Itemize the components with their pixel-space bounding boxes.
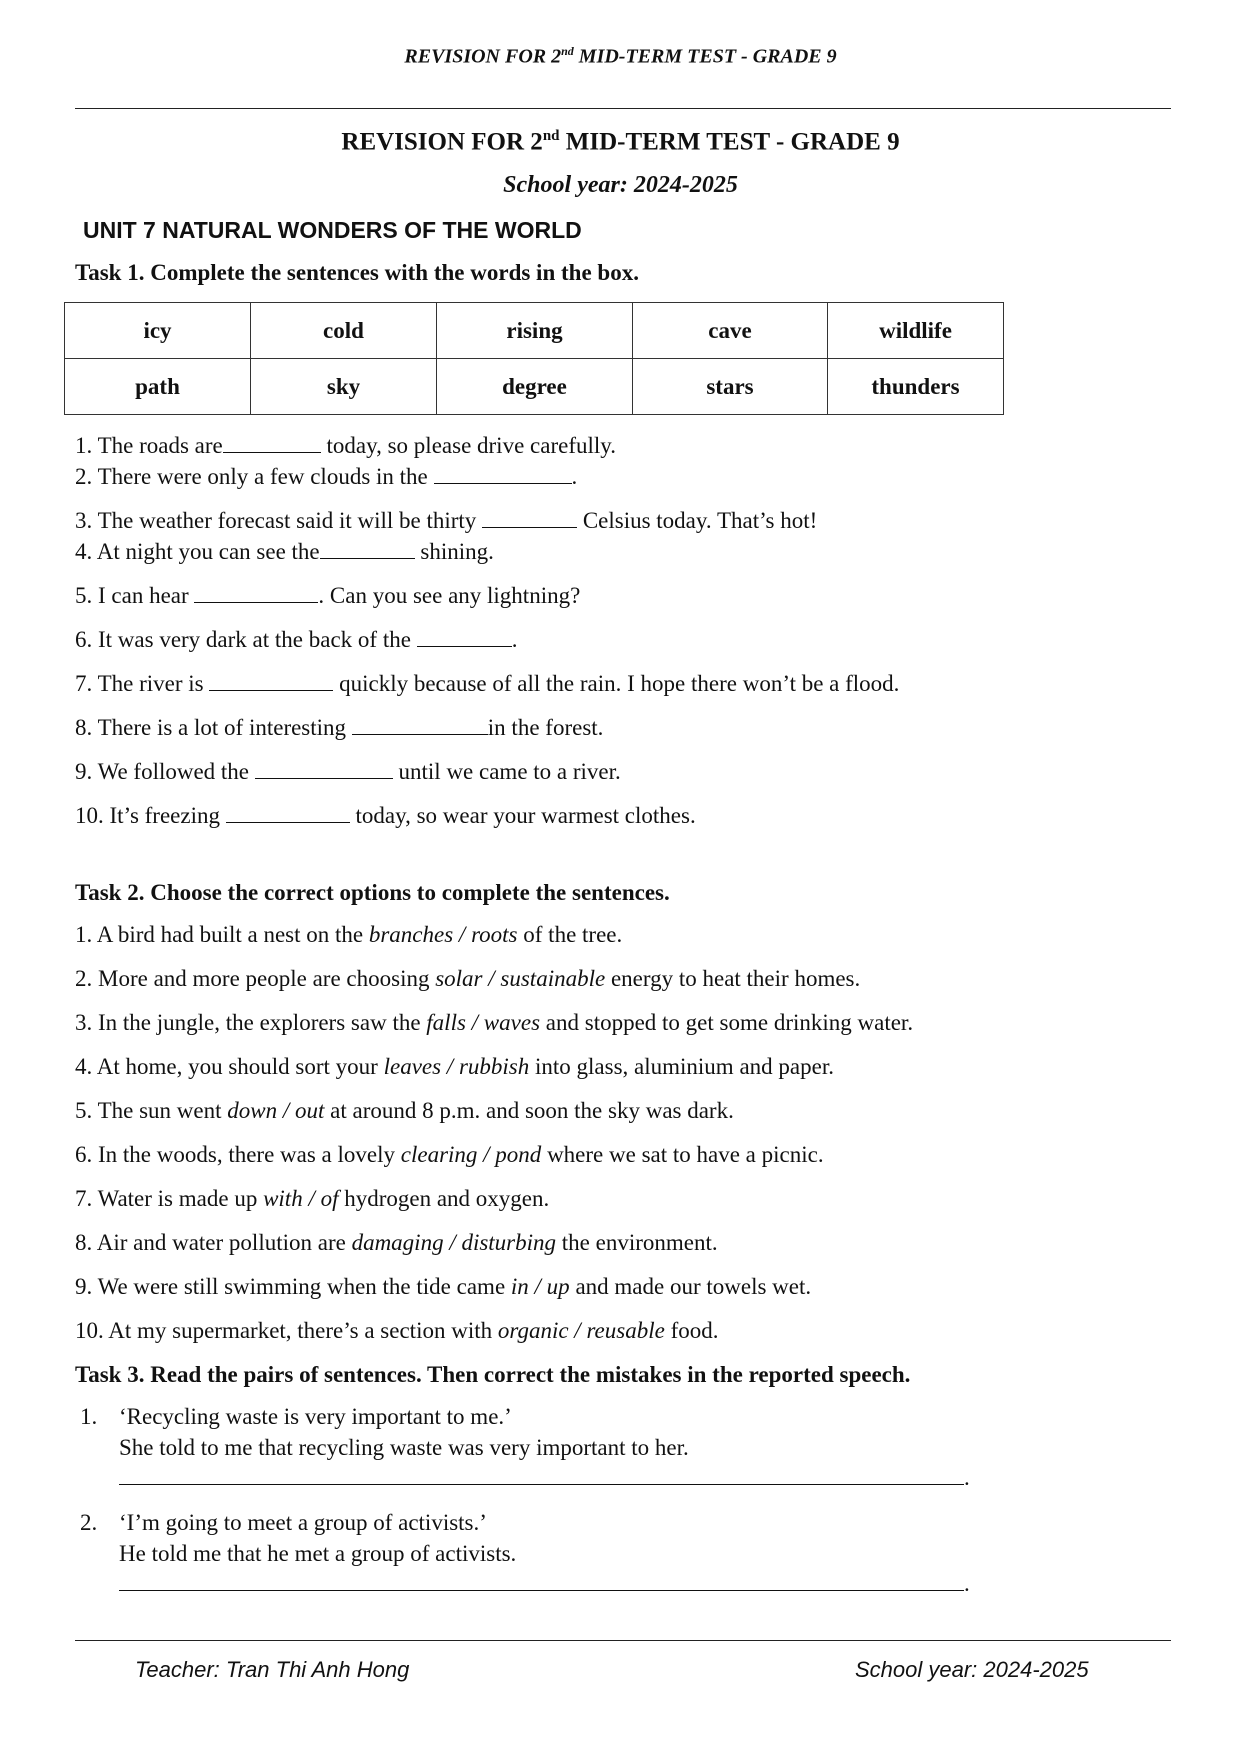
footer-rule [75,1640,1171,1641]
task3-answer-line: . [119,1464,970,1491]
answer-blank[interactable] [209,672,333,691]
word-cell: rising [437,303,633,359]
option-choice[interactable]: organic / reusable [497,1318,665,1343]
task1-item: 9. We followed the until we came to a river. [75,759,621,784]
running-header: REVISION FOR 2nd MID-TERM TEST - GRADE 9 [404,44,837,68]
unit-heading: UNIT 7 NATURAL WONDERS OF THE WORLD [83,217,582,243]
answer-blank[interactable] [255,760,393,779]
word-cell: degree [437,359,633,415]
task1-heading: Task 1. Complete the sentences with the words in the box. [75,260,639,285]
task2-item: 5. The sun went down / out at around 8 p.m. and soon the sky was dark. [75,1098,734,1123]
task1-item: 3. The weather forecast said it will be thirty Celsius today. That’s hot! [75,508,818,533]
answer-blank[interactable] [223,434,321,453]
option-choice[interactable]: with / of [263,1186,339,1211]
task1-item: 8. There is a lot of interesting in the forest. [75,715,604,740]
word-box [64,302,1004,415]
task2-item: 4. At home, you should sort your leaves / rubbish into glass, aluminium and paper. [75,1054,834,1079]
option-choice[interactable]: down / out [227,1098,325,1123]
option-choice[interactable]: branches / roots [368,922,518,947]
word-box-row [65,303,1004,359]
word-cell: cold [251,303,437,359]
answer-blank[interactable] [434,465,572,484]
option-choice[interactable]: clearing / pond [400,1142,542,1167]
word-cell: icy [65,303,251,359]
header-rule [75,108,1171,109]
task1-item: 6. It was very dark at the back of the . [75,627,518,652]
answer-blank[interactable] [417,628,512,647]
task2-heading: Task 2. Choose the correct options to complete the sentences. [75,880,670,905]
option-choice[interactable]: falls / waves [426,1010,541,1035]
option-choice[interactable]: solar / sustainable [435,966,606,991]
word-box-row [65,359,1004,415]
task3-quote: ‘Recycling waste is very important to me.’ [119,1404,512,1429]
task1-item: 4. At night you can see the shining. [75,539,494,564]
task2-item: 2. More and more people are choosing solar / sustainable energy to heat their homes. [75,966,861,991]
word-cell: cave [633,303,828,359]
option-choice[interactable]: in / up [510,1274,570,1299]
task2-item: 7. Water is made up with / of hydrogen and oxygen. [75,1186,550,1211]
task3-item-number: 2. [80,1510,98,1535]
footer-school-year: School year: 2024-2025 [855,1657,1089,1682]
word-cell: sky [251,359,437,415]
task1-item: 10. It’s freezing today, so wear your warmest clothes. [75,803,696,828]
task2-item: 1. A bird had built a nest on the branches / roots of the tree. [75,922,623,947]
task3-quote: ‘I’m going to meet a group of activists.’ [119,1510,487,1535]
footer-teacher: Teacher: Tran Thi Anh Hong [135,1657,410,1682]
page-title: REVISION FOR 2nd MID-TERM TEST - GRADE 9 [341,128,900,156]
answer-blank[interactable] [194,584,318,603]
answer-blank[interactable] [320,540,415,559]
task3-reported: He told me that he met a group of activists. [119,1541,517,1566]
word-cell: stars [633,359,828,415]
task2-item: 10. At my supermarket, there’s a section with organic / reusable food. [75,1318,719,1343]
option-choice[interactable]: leaves / rubbish [383,1054,530,1079]
answer-blank[interactable] [352,716,488,735]
task2-item: 9. We were still swimming when the tide came in / up and made our towels wet. [75,1274,812,1299]
task3-reported: She told to me that recycling waste was very important to her. [119,1435,689,1460]
task2-item: 8. Air and water pollution are damaging / disturbing the environment. [75,1230,718,1255]
task2-item: 6. In the woods, there was a lovely clearing / pond where we sat to have a picnic. [75,1142,824,1167]
option-choice[interactable]: damaging / disturbing [351,1230,557,1255]
word-cell: path [65,359,251,415]
task3-item-number: 1. [80,1404,98,1429]
word-cell: thunders [828,359,1004,415]
task1-item: 2. There were only a few clouds in the . [75,464,578,489]
answer-blank[interactable] [226,804,350,823]
answer-input[interactable] [119,1464,964,1485]
school-year-subtitle: School year: 2024-2025 [503,172,738,198]
task2-item: 3. In the jungle, the explorers saw the falls / waves and stopped to get some drinking water. [75,1010,914,1035]
answer-input[interactable] [119,1570,964,1591]
task1-item: 7. The river is quickly because of all the rain. I hope there won’t be a flood. [75,671,900,696]
word-cell: wildlife [828,303,1004,359]
task3-answer-line: . [119,1570,970,1597]
task3-heading: Task 3. Read the pairs of sentences. Then correct the mistakes in the reported speech. [75,1362,911,1387]
task1-item: 5. I can hear . Can you see any lightning? [75,583,581,608]
answer-blank[interactable] [482,509,577,528]
task1-item: 1. The roads are today, so please drive carefully. [75,433,617,458]
